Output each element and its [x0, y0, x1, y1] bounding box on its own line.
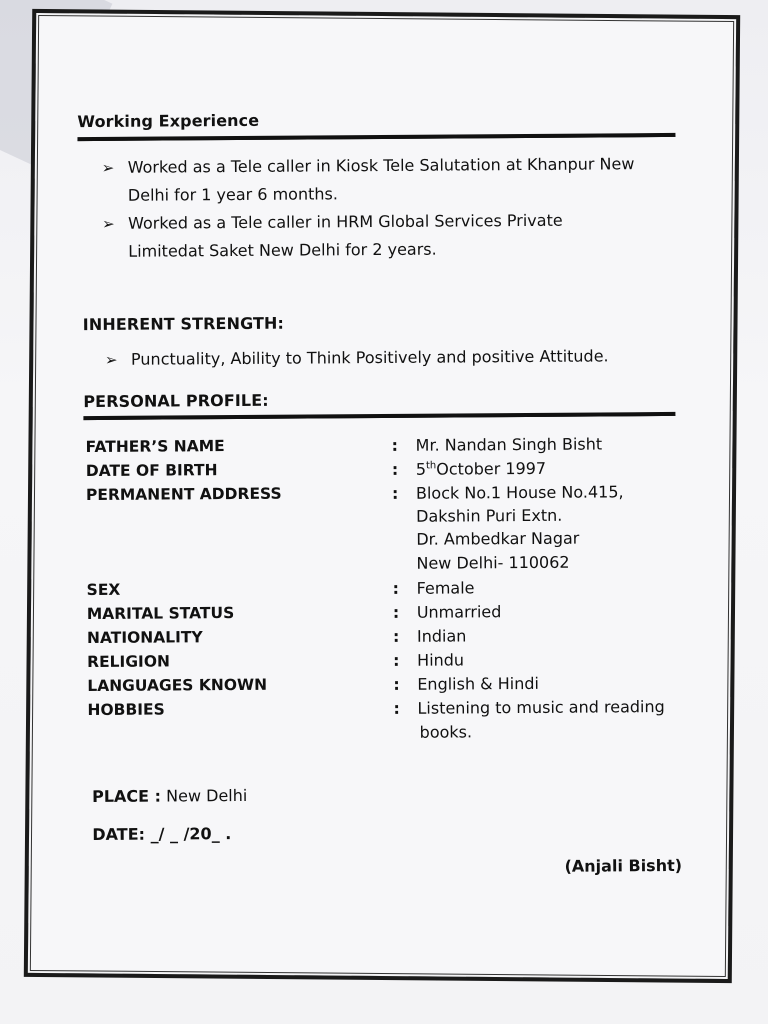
colon-separator: : [392, 578, 400, 598]
inherent-strength-heading: INHERENT STRENGTH: [82, 313, 285, 335]
fathers-name-value: Mr. Nandan Singh Bisht [415, 434, 603, 455]
experience-item-1-line2: Delhi for 1 year 6 months. [127, 184, 338, 205]
place-line [92, 786, 247, 806]
experience-item-2 [102, 206, 662, 266]
working-experience-rule [77, 133, 675, 141]
strength-item-1-text: Punctuality, Ability to Think Positively and positive Attitude. [130, 346, 609, 369]
date-of-birth-label: DATE OF BIRTH [85, 461, 218, 481]
colon-separator: : [393, 650, 400, 670]
date-line: DATE: _/ _ /20_ . [92, 824, 232, 845]
marital-status-value: Unmarried [416, 602, 502, 622]
hobbies-value-line1: Listening to music and reading [417, 697, 665, 718]
hobbies-value-line2: books. [419, 722, 473, 742]
dob-rest: October 1997 [436, 458, 547, 479]
experience-item-2-line1: Worked as a Tele caller in HRM Global Services Private [127, 210, 563, 233]
religion-value: Hindu [417, 650, 465, 670]
fathers-name-label: FATHER’S NAME [85, 437, 225, 457]
colon-separator: : [391, 435, 399, 455]
arrow-bullet-icon: ➢ [101, 158, 115, 177]
personal-profile-rule [83, 412, 675, 420]
profile-row-hobbies [87, 697, 687, 725]
profile-row-permanent-address [86, 482, 686, 510]
colon-separator: : [392, 602, 400, 622]
dob-day: 5 [415, 459, 427, 479]
personal-profile-heading: PERSONAL PROFILE: [83, 390, 269, 412]
place-value: New Delhi [160, 785, 248, 806]
languages-known-value: English & Hindi [417, 673, 539, 694]
address-line-1: Block No.1 House No.415, [415, 482, 624, 503]
colon-separator: : [393, 674, 400, 694]
arrow-bullet-icon: ➢ [104, 350, 118, 369]
sex-label: SEX [86, 580, 121, 600]
place-label: PLACE : [91, 786, 162, 807]
experience-item-1-line1: Worked as a Tele caller in Kiosk Tele Salutation at Khanpur New [127, 154, 635, 177]
experience-item-2-line2: Limitedat Saket New Delhi for 2 years. [128, 239, 437, 261]
address-line-4: New Delhi- 110062 [416, 552, 570, 573]
arrow-bullet-icon: ➢ [102, 214, 115, 233]
strength-item-1 [105, 342, 685, 374]
nationality-value: Indian [416, 626, 467, 646]
religion-label: RELIGION [87, 652, 170, 672]
signature-name: (Anjali Bisht) [564, 855, 683, 876]
languages-known-label: LANGUAGES KNOWN [87, 675, 268, 696]
nationality-label: NATIONALITY [86, 628, 203, 648]
marital-status-label: MARITAL STATUS [86, 604, 235, 624]
hobbies-label: HOBBIES [87, 700, 165, 720]
sex-value: Female [416, 578, 475, 598]
address-line-2: Dakshin Puri Extn. [416, 505, 563, 526]
dob-ordinal: th [425, 460, 437, 472]
experience-item-1 [102, 150, 662, 210]
colon-separator: : [393, 698, 400, 718]
colon-separator: : [391, 483, 399, 503]
date-of-birth-value [416, 459, 546, 479]
colon-separator: : [392, 626, 400, 646]
address-line-3: Dr. Ambedkar Nagar [416, 528, 580, 549]
colon-separator: : [391, 459, 399, 479]
permanent-address-label: PERMANENT ADDRESS [85, 484, 282, 505]
working-experience-heading: Working Experience [77, 110, 260, 132]
